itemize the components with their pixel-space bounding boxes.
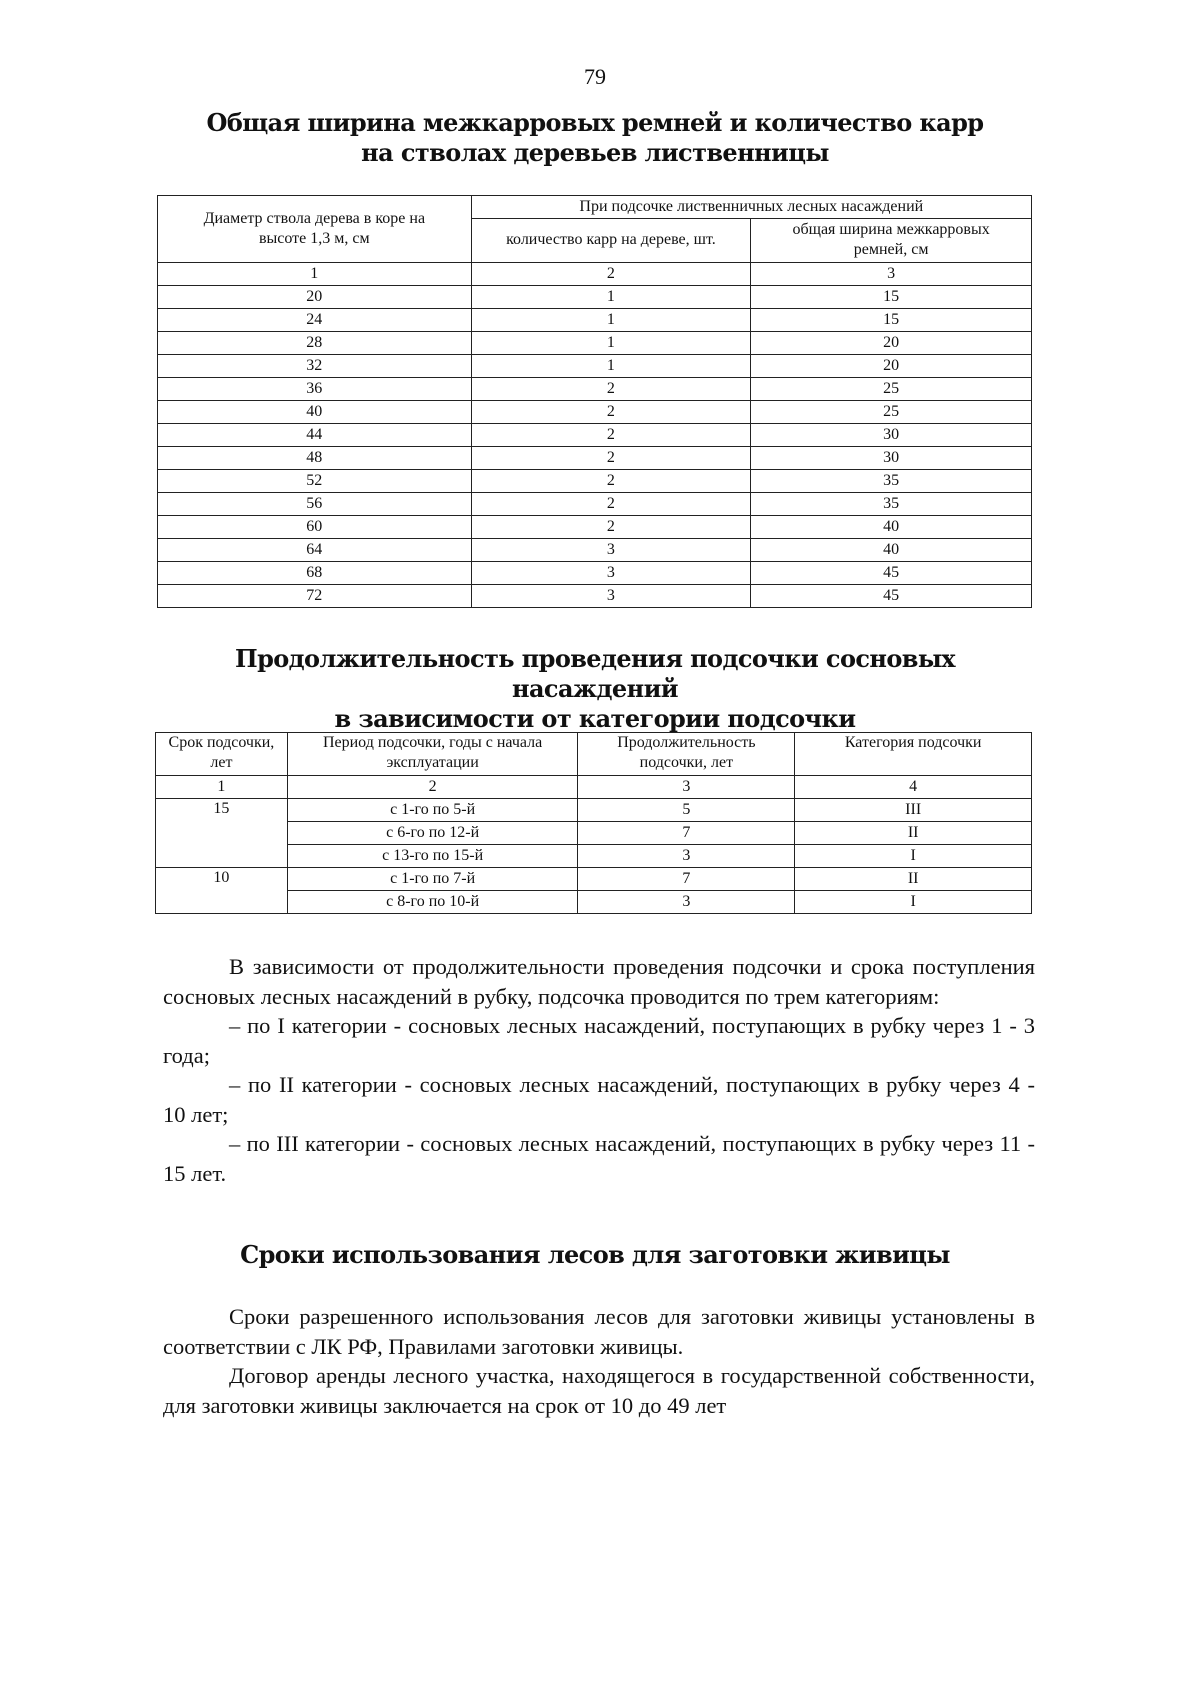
table-row [158, 493, 1032, 516]
table-cell: 20 [751, 332, 1032, 355]
table-cell: 1 [471, 332, 751, 355]
table-row [156, 822, 1032, 845]
table-cell: II [795, 868, 1032, 891]
table2-title-line1: Продолжительность проведения подсочки сосновых насаждений [235, 644, 955, 703]
table-cell: 20 [751, 355, 1032, 378]
table-cell: 15 [751, 309, 1032, 332]
table-cell: 48 [158, 447, 472, 470]
table-cell: 30 [751, 424, 1032, 447]
table-cell: 36 [158, 378, 472, 401]
table-row [158, 355, 1032, 378]
table-row [158, 263, 1032, 286]
table-row [156, 891, 1032, 914]
table-row [156, 845, 1032, 868]
table-cell: 60 [158, 516, 472, 539]
table-cell: 24 [158, 309, 472, 332]
categories-text [163, 952, 1035, 1188]
header-term: Срок подсочки, лет [156, 733, 288, 776]
list-item: – по III категории - сосновых лесных насаждений, поступающих в рубку через 11 - 15 лет. [163, 1131, 1035, 1186]
table-cell: II [795, 822, 1032, 845]
list-item: – по I категории - сосновых лесных насаждений, поступающих в рубку через 1 - 3 года; [163, 1013, 1035, 1068]
paragraph: В зависимости от продолжительности проведения подсочки и срока поступления сосновых лесных насаждений в рубку, подсочка проводится по трем категориям: [163, 954, 1035, 1009]
table-larch-resin [157, 195, 1032, 608]
table-cell: 64 [158, 539, 472, 562]
table-cell: 3 [471, 585, 751, 608]
table-cell: 1 [471, 309, 751, 332]
table-cell: 40 [751, 516, 1032, 539]
header-duration: Продолжительность подсочки, лет [578, 733, 795, 776]
table-cell: 1 [158, 263, 472, 286]
table2-title-line2: в зависимости от категории подсочки [334, 704, 856, 733]
table-row [156, 799, 1032, 822]
table-cell: 2 [471, 470, 751, 493]
table-cell: 3 [751, 263, 1032, 286]
table-cell: 7 [578, 868, 795, 891]
section-title: Сроки использования лесов для заготовки живицы [240, 1240, 950, 1269]
table-cell: 52 [158, 470, 472, 493]
table-cell: 30 [751, 447, 1032, 470]
table-cell: 15 [751, 286, 1032, 309]
table-row [158, 539, 1032, 562]
term-cell: 15 [156, 799, 288, 868]
table-row [158, 424, 1032, 447]
header-group: При подсочке лиственничных лесных насаждений [471, 196, 1031, 219]
term-cell: 10 [156, 868, 288, 914]
table-cell: 3 [578, 891, 795, 914]
table-cell: 2 [471, 516, 751, 539]
table-cell: 5 [578, 799, 795, 822]
table-row [158, 309, 1032, 332]
table-cell: 2 [471, 447, 751, 470]
table1-title-line2: на стволах деревьев лиственницы [361, 138, 829, 167]
table-cell: с 6-го по 12-й [287, 822, 578, 845]
header-diameter: Диаметр ствола дерева в коре на высоте 1,3 м, см [158, 196, 472, 263]
table-row [158, 378, 1032, 401]
table-row [158, 562, 1032, 585]
table-cell: 72 [158, 585, 472, 608]
table-row [158, 516, 1032, 539]
table1-title [150, 108, 1040, 168]
col-number: 1 [156, 776, 288, 799]
page-number: 79 [584, 64, 606, 89]
table-row [158, 286, 1032, 309]
table-row [158, 401, 1032, 424]
table-cell: 2 [471, 401, 751, 424]
table-cell: с 1-го по 7-й [287, 868, 578, 891]
table-cell: с 1-го по 5-й [287, 799, 578, 822]
table-cell: III [795, 799, 1032, 822]
table-cell: 2 [471, 424, 751, 447]
table-cell: 35 [751, 470, 1032, 493]
table-cell: 2 [471, 263, 751, 286]
col-number: 4 [795, 776, 1032, 799]
table-cell: 45 [751, 562, 1032, 585]
table-cell: I [795, 845, 1032, 868]
table-pine-duration [155, 732, 1032, 914]
table-cell: I [795, 891, 1032, 914]
header-width: общая ширина межкарровых ремней, см [751, 218, 1032, 262]
table-cell: 3 [471, 562, 751, 585]
table2-title [150, 644, 1040, 734]
table-cell: 2 [471, 378, 751, 401]
table-row [158, 470, 1032, 493]
table-cell: 1 [471, 286, 751, 309]
table-cell: 32 [158, 355, 472, 378]
table-cell: 40 [751, 539, 1032, 562]
paragraph: Договор аренды лесного участка, находящегося в государственной собственности, для заготовки живицы заключается на срок от 10 до 49 лет [163, 1363, 1035, 1418]
table-cell: с 13-го по 15-й [287, 845, 578, 868]
table1-title-line1: Общая ширина межкарровых ремней и количество карр [206, 108, 984, 137]
table-cell: 1 [471, 355, 751, 378]
table-cell: 25 [751, 378, 1032, 401]
table-row [156, 868, 1032, 891]
table-row [158, 332, 1032, 355]
table-cell: 20 [158, 286, 472, 309]
table-row [158, 585, 1032, 608]
header-count: количество карр на дереве, шт. [471, 218, 751, 262]
table-cell: с 8-го по 10-й [287, 891, 578, 914]
table-cell: 40 [158, 401, 472, 424]
table-cell: 56 [158, 493, 472, 516]
list-item: – по II категории - сосновых лесных насаждений, поступающих в рубку через 4 - 10 лет; [163, 1072, 1035, 1127]
table-cell: 3 [471, 539, 751, 562]
table-cell: 68 [158, 562, 472, 585]
table-cell: 7 [578, 822, 795, 845]
table-cell: 3 [578, 845, 795, 868]
table-cell: 44 [158, 424, 472, 447]
col-number: 3 [578, 776, 795, 799]
table-cell: 2 [471, 493, 751, 516]
header-category: Категория подсочки [795, 733, 1032, 776]
table-cell: 25 [751, 401, 1032, 424]
table-cell: 45 [751, 585, 1032, 608]
terms-text [163, 1302, 1035, 1420]
table-cell: 35 [751, 493, 1032, 516]
col-number: 2 [287, 776, 578, 799]
paragraph: Сроки разрешенного использования лесов для заготовки живицы установлены в соответствии с ЛК РФ, Правилами заготовки живицы. [163, 1304, 1035, 1359]
table-row [158, 447, 1032, 470]
table-cell: 28 [158, 332, 472, 355]
header-period: Период подсочки, годы с начала эксплуатации [287, 733, 578, 776]
